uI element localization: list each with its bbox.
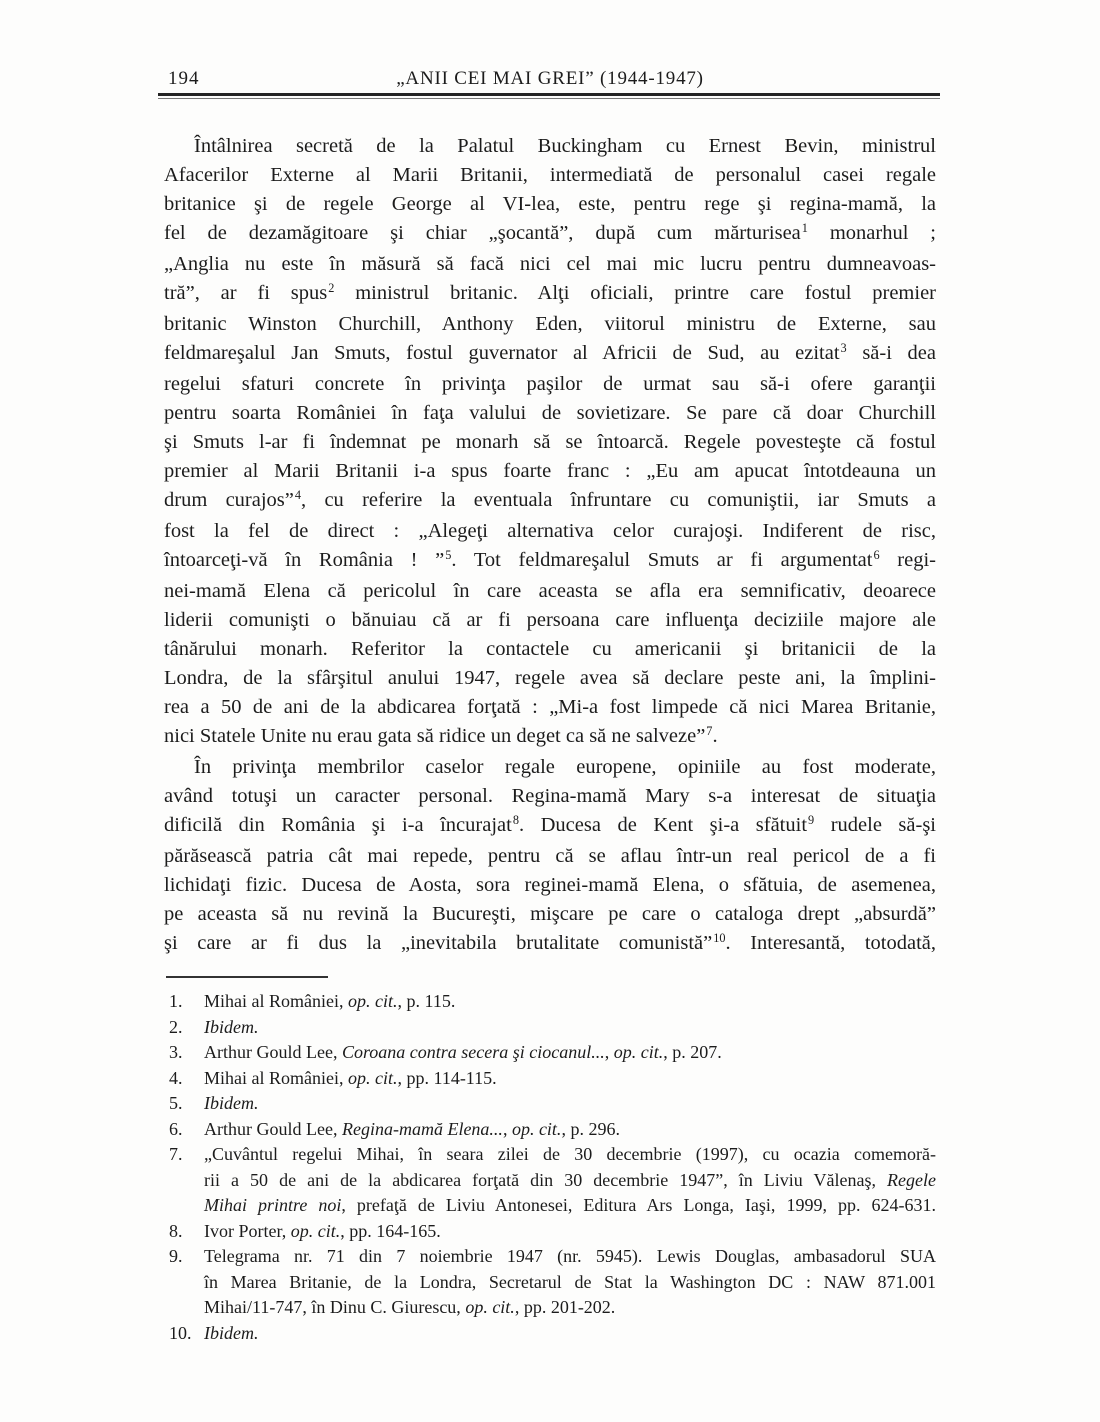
footnote-ref: 6 xyxy=(873,548,880,563)
body-line: fel de dezamăgitoare şi chiar „şocantă”, după cum mărturisea$^1$ monarhul ; xyxy=(164,221,936,244)
plain-text: rii a 50 de ani de la abdicarea forţată din 30 decembrie 1947”, în Liviu Vălenaş, xyxy=(204,1169,888,1190)
plain-text: , pp. 114-115. xyxy=(397,1067,497,1088)
body-line: britanice şi de regele George al VI-lea, este, pentru rege şi regina-mamă, la xyxy=(164,193,936,215)
footnote-number: 8. xyxy=(169,1220,183,1241)
italic-text: op. cit. xyxy=(290,1220,341,1241)
footnote-line xyxy=(204,1219,936,1245)
footnote-item xyxy=(164,989,936,1015)
footnote-text xyxy=(204,989,936,1015)
footnote-line xyxy=(204,1270,936,1296)
footnote-line xyxy=(204,1091,936,1117)
plain-text: Arthur Gould Lee, xyxy=(204,1042,342,1062)
footnote-line xyxy=(204,1193,936,1219)
footnote-number: 10. xyxy=(169,1322,192,1343)
body-line: tânărului monarh. Referitor la contactele cu americanii şi britanicii de la xyxy=(164,638,936,660)
footnote-line xyxy=(204,1321,936,1347)
footnote-item xyxy=(164,1040,936,1066)
body-line: nei-mamă Elena că pericolul în care aceasta se afla era semnificativ, deoarece xyxy=(164,580,936,602)
italic-text: Coroana contra secera şi ciocanul... xyxy=(341,1042,605,1062)
plain-text: Mihai al României, xyxy=(204,1067,348,1088)
italic-text: Mihai printre noi xyxy=(204,1195,342,1215)
footnote-ref: 3 xyxy=(840,341,847,356)
plain-text: în Marea Britanie, de la Londra, Secretarul de Stat la Washington DC : NAW 871.001 xyxy=(204,1271,936,1292)
footnote-ref: 4 xyxy=(294,488,302,503)
footnote-text xyxy=(204,1066,936,1092)
paragraph xyxy=(164,132,936,753)
plain-text: , p. 296. xyxy=(561,1118,620,1139)
italic-text: op. cit. xyxy=(613,1042,664,1062)
plain-text: , p. 207. xyxy=(663,1042,722,1062)
footnote-item xyxy=(164,1015,936,1041)
body-line: şi Smuts l-ar fi îndemnat pe monarh să se întoarcă. Regele povesteşte că fostul xyxy=(164,431,936,453)
body-line: pentru soarta României în faţa valului de sovietizare. Se pare că doar Churchill xyxy=(164,402,936,424)
footnote-ref: 9 xyxy=(808,813,815,828)
paragraph xyxy=(164,753,936,960)
footnote-item xyxy=(164,1117,936,1143)
body-line: Londra, de la sfârşitul anului 1947, regele avea să declare peste ani, la împlini- xyxy=(164,667,936,689)
body-line: În privinţa membrilor caselor regale europene, opiniile au fost moderate, xyxy=(194,756,936,778)
page-number: 194 xyxy=(168,68,200,89)
footnote-line xyxy=(204,1015,936,1041)
footnote-line xyxy=(204,989,936,1015)
body-line: şi care ar fi dus la „inevitabila brutalitate comunistă”$^{10}$. Interesantă, totodată, xyxy=(164,931,936,954)
body-line: britanic Winston Churchill, Anthony Eden, viitorul ministru de Externe, sau xyxy=(164,313,936,335)
footnote-item xyxy=(164,1091,936,1117)
body-line: drum curajos”$^4$, cu referire la eventuala înfruntare cu comuniştii, iar Smuts a xyxy=(164,488,936,511)
italic-text: Ibidem. xyxy=(204,1322,259,1343)
footnote-item xyxy=(164,1066,936,1092)
footnote-ref: 2 xyxy=(328,281,335,296)
footnote-line xyxy=(204,1295,936,1321)
running-title: „ANII CEI MAI GREI” (1944-1947) xyxy=(396,68,704,89)
footnotes-list xyxy=(164,989,936,1346)
footnote-item xyxy=(164,1219,936,1245)
italic-text: op. cit. xyxy=(511,1118,562,1139)
body-line: având totuşi un caracter personal. Regina-mamă Mary s-a interesat de situaţia xyxy=(164,785,936,807)
body-line: fost la fel de direct : „Alegeţi alternativa celor curajoşi. Indiferent de risc, xyxy=(164,520,936,542)
footnote-text xyxy=(204,1321,936,1347)
header-rule xyxy=(158,93,940,99)
footnote-line xyxy=(204,1142,936,1168)
plain-text: , pp. 164-165. xyxy=(340,1220,441,1241)
footnote-item xyxy=(164,1142,936,1219)
footnote-line xyxy=(204,1244,936,1270)
footnote-number: 2. xyxy=(169,1016,183,1037)
footnote-ref: 8 xyxy=(512,813,519,828)
footnote-number: 1. xyxy=(169,991,183,1011)
footnote-line xyxy=(204,1040,936,1066)
footnote-item xyxy=(164,1244,936,1321)
footnote-item xyxy=(164,1321,936,1347)
plain-text: Mihai/11-747, în Dinu C. Giurescu, xyxy=(204,1297,466,1317)
footnote-text xyxy=(204,1040,936,1066)
italic-text: Ibidem. xyxy=(204,1093,259,1113)
body-line: dificilă din România şi i-a încurajat$^8$. Ducesa de Kent şi-a sfătuit$^9$ rudele să-şi xyxy=(164,813,937,836)
body-line: întoarceţi-vă în România ! ”$^5$. Tot feldmareşalul Smuts ar fi argumentat$^6$ regi- xyxy=(164,548,936,571)
body-line: lichidaţi fizic. Ducesa de Aosta, sora reginei-mamă Elena, o sfătuia, de asemenea, xyxy=(164,874,936,896)
plain-text: , xyxy=(604,1042,614,1062)
footnote-ref: 10 xyxy=(713,931,726,946)
plain-text: Ivor Porter, xyxy=(204,1220,291,1241)
footnote-number: 3. xyxy=(169,1042,183,1062)
body-line: pe aceasta să nu revină la Bucureşti, mişcare pe care o cataloga drept „absurdă” xyxy=(164,903,936,925)
footnote-ref: 5 xyxy=(445,548,452,563)
plain-text: Arthur Gould Lee, xyxy=(204,1118,342,1139)
footnote-number: 7. xyxy=(169,1144,183,1164)
body-line: rea a 50 de ani de la abdicarea forţată : „Mi-a fost limpede că nici Marea Britanie, xyxy=(164,696,936,718)
footnote-number: 9. xyxy=(169,1246,183,1266)
plain-text: „Cuvântul regelui Mihai, în seara zilei de 30 decembrie (1997), cu ocazia comemoră- xyxy=(204,1144,936,1164)
plain-text: , pp. 201-202. xyxy=(514,1297,616,1317)
plain-text: , xyxy=(502,1118,512,1139)
italic-text: op. cit. xyxy=(347,1067,398,1088)
plain-text: , p. 115. xyxy=(397,991,456,1011)
plain-text: , prefaţă de Liviu Antonesei, Editura Ars Longa, Iaşi, 1999, pp. 624-631. xyxy=(341,1195,936,1215)
footnote-ref: 1 xyxy=(801,221,808,236)
body-line: liderii comunişti o bănuiau că ar fi persoana care influenţa deciziile majore ale xyxy=(164,609,936,631)
body-line: nici Statele Unite nu erau gata să ridice un deget ca să ne salveze”$^7$. xyxy=(164,724,718,747)
footnote-text xyxy=(204,1015,936,1041)
body-line: „Anglia nu este în măsură să facă nici cel mai mic lucru pentru dumneavoas- xyxy=(164,253,936,275)
footnote-number: 5. xyxy=(169,1093,183,1113)
footnote-line xyxy=(204,1066,936,1092)
body-line: părăsească patria cât mai repede, pentru că se aflau într-un real pericol de a fi xyxy=(164,845,936,867)
plain-text: Telegrama nr. 71 din 7 noiembrie 1947 (nr. 5945). Lewis Douglas, ambasadorul SUA xyxy=(204,1246,936,1266)
footnote-line xyxy=(204,1117,936,1143)
italic-text: op. cit. xyxy=(347,991,398,1011)
page-header xyxy=(164,64,936,90)
italic-text: Regele xyxy=(887,1169,936,1190)
body-line: premier al Marii Britanii i-a spus foarte franc : „Eu am apucat întotdeauna un xyxy=(164,460,936,482)
footnote-text xyxy=(204,1091,936,1117)
footnote-text xyxy=(204,1142,936,1219)
footnote-ref: 7 xyxy=(706,724,713,739)
footnote-number: 6. xyxy=(169,1118,183,1139)
footnote-text xyxy=(204,1219,936,1245)
body-line: tră”, ar fi spus$^2$ ministrul britanic. Alţi oficiali, printre care fostul premier xyxy=(164,281,936,304)
footnote-number: 4. xyxy=(169,1067,183,1088)
body-line: Întâlnirea secretă de la Palatul Buckingham cu Ernest Bevin, ministrul xyxy=(194,135,936,157)
body-text xyxy=(164,132,936,960)
italic-text: Ibidem. xyxy=(204,1016,259,1037)
body-line: Afacerilor Externe al Marii Britanii, intermediată de personalul casei regale xyxy=(164,164,936,186)
body-line: regelui sfaturi concrete în privinţa paşilor de urmat sau să-i ofere garanţii xyxy=(164,373,936,395)
italic-text: Regina-mamă Elena... xyxy=(341,1118,503,1139)
footnote-text xyxy=(204,1117,936,1143)
footnote-text xyxy=(204,1244,936,1321)
footnote-line xyxy=(204,1168,936,1194)
italic-text: op. cit. xyxy=(465,1297,515,1317)
plain-text: Mihai al României, xyxy=(204,991,348,1011)
footnote-separator xyxy=(166,976,328,978)
body-line: feldmareşalul Jan Smuts, fostul guvernator al Africii de Sud, au ezitat$^3$ să-i dea xyxy=(164,341,937,364)
